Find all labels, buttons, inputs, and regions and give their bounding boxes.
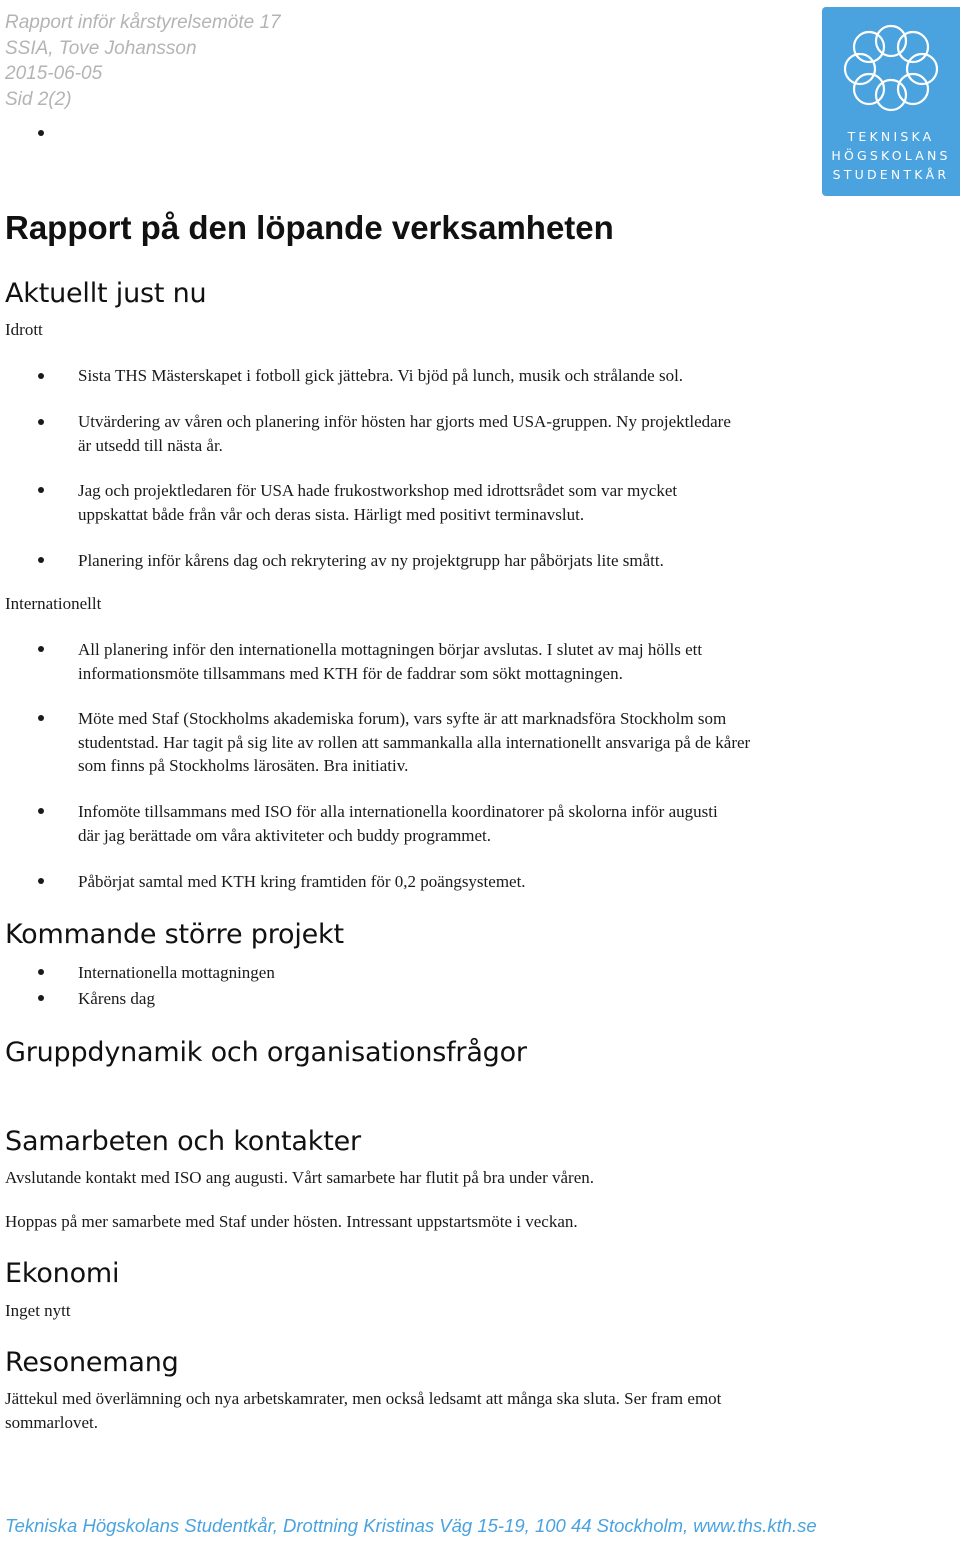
heading-aktuellt: Aktuellt just nu xyxy=(5,278,207,309)
page-number: Sid 2(2) xyxy=(5,88,72,110)
bullet-icon xyxy=(38,969,44,975)
list-item: All planering inför den internationella mottagningen börjar avslutas. I slutet av maj hölls ett informationsmöte tillsammans med KTH för de faddrar som sökt mottagningen. xyxy=(78,640,703,683)
bullet-icon xyxy=(38,715,44,721)
heading-gruppdynamik: Gruppdynamik och organisationsfrågor xyxy=(5,1037,527,1068)
list-item: Kårens dag xyxy=(78,989,155,1008)
logo-text xyxy=(822,127,960,184)
bullet-icon xyxy=(38,646,44,652)
bullet-icon xyxy=(38,878,44,884)
footer-address: Tekniska Högskolans Studentkår, Drottning Kristinas Väg 15-19, 100 44 Stockholm, www.ths.kth.se xyxy=(5,1515,817,1536)
bullet-icon xyxy=(38,130,44,136)
heading-kommande: Kommande större projekt xyxy=(5,919,344,950)
list-item: Internationella mottagningen xyxy=(78,963,275,982)
bullet-icon xyxy=(38,557,44,563)
logo-line-3: STUDENTKÅR xyxy=(832,167,950,182)
bullet-icon xyxy=(38,808,44,814)
rings-emblem-icon xyxy=(836,17,946,117)
subheading-internationellt: Internationellt xyxy=(5,594,102,613)
ths-logo xyxy=(822,7,960,196)
bullet-icon xyxy=(38,487,44,493)
list-item: Sista THS Mästerskapet i fotboll gick jättebra. Vi bjöd på lunch, musik och strålande sol. xyxy=(78,366,684,385)
heading-samarbeten: Samarbeten och kontakter xyxy=(5,1126,361,1157)
subheading-idrott: Idrott xyxy=(5,320,43,339)
list-item: Planering inför kårens dag och rekrytering av ny projektgrupp har påbörjats lite smått. xyxy=(78,551,664,570)
resonemang-line-2: sommarlovet. xyxy=(5,1412,99,1432)
samarbeten-text-1: Avslutande kontakt med ISO ang augusti. Vårt samarbete har flutit på bra under våren. xyxy=(5,1168,594,1187)
list-item: Påbörjat samtal med KTH kring framtiden för 0,2 poängsystemet. xyxy=(78,872,526,891)
bullet-icon xyxy=(38,995,44,1001)
heading-ekonomi: Ekonomi xyxy=(5,1258,120,1289)
resonemang-text xyxy=(5,1387,721,1434)
list-item: Jag och projektledaren för USA hade frukostworkshop med idrottsrådet som var mycket uppskattat både från vår och deras sista. Härligt med positivt terminavslut. xyxy=(78,481,678,524)
list-item: Möte med Staf (Stockholms akademiska forum), vars syfte är att marknadsföra Stockholm som studentstad. Har tagit på sig lite av rollen att sammankalla alla internationellt ansvariga på de kårer som finns på Stockholms lärosäten. Bra initiativ. xyxy=(78,709,751,775)
heading-resonemang: Resonemang xyxy=(5,1347,179,1378)
samarbeten-text-2: Hoppas på mer samarbete med Staf under hösten. Intressant uppstartsmöte i veckan. xyxy=(5,1212,578,1231)
logo-line-2: HÖGSKOLANS xyxy=(831,148,951,163)
author: SSIA, Tove Johansson xyxy=(5,37,197,59)
page-title: Rapport på den löpande verksamheten xyxy=(5,209,614,246)
report-title: Rapport inför kårstyrelsemöte 17 xyxy=(5,12,281,33)
bullet-icon xyxy=(38,373,44,379)
list-item: Utvärdering av våren och planering inför hösten har gjorts med USA-gruppen. Ny projektledare är utsedd till nästa år. xyxy=(78,412,731,455)
logo-line-1: TEKNISKA xyxy=(847,129,935,144)
list-item: Infomöte tillsammans med ISO för alla internationella koordinatorer på skolorna inför augusti där jag berättade om våra aktiviteter och buddy programmet. xyxy=(78,802,718,845)
date: 2015-06-05 xyxy=(5,63,103,84)
document-meta xyxy=(5,10,281,112)
ekonomi-text: Inget nytt xyxy=(5,1301,71,1320)
bullet-icon xyxy=(38,419,44,425)
resonemang-line-1: Jättekul med överlämning och nya arbetskamrater, men också ledsamt att många ska sluta. Ser fram emot xyxy=(5,1389,722,1408)
